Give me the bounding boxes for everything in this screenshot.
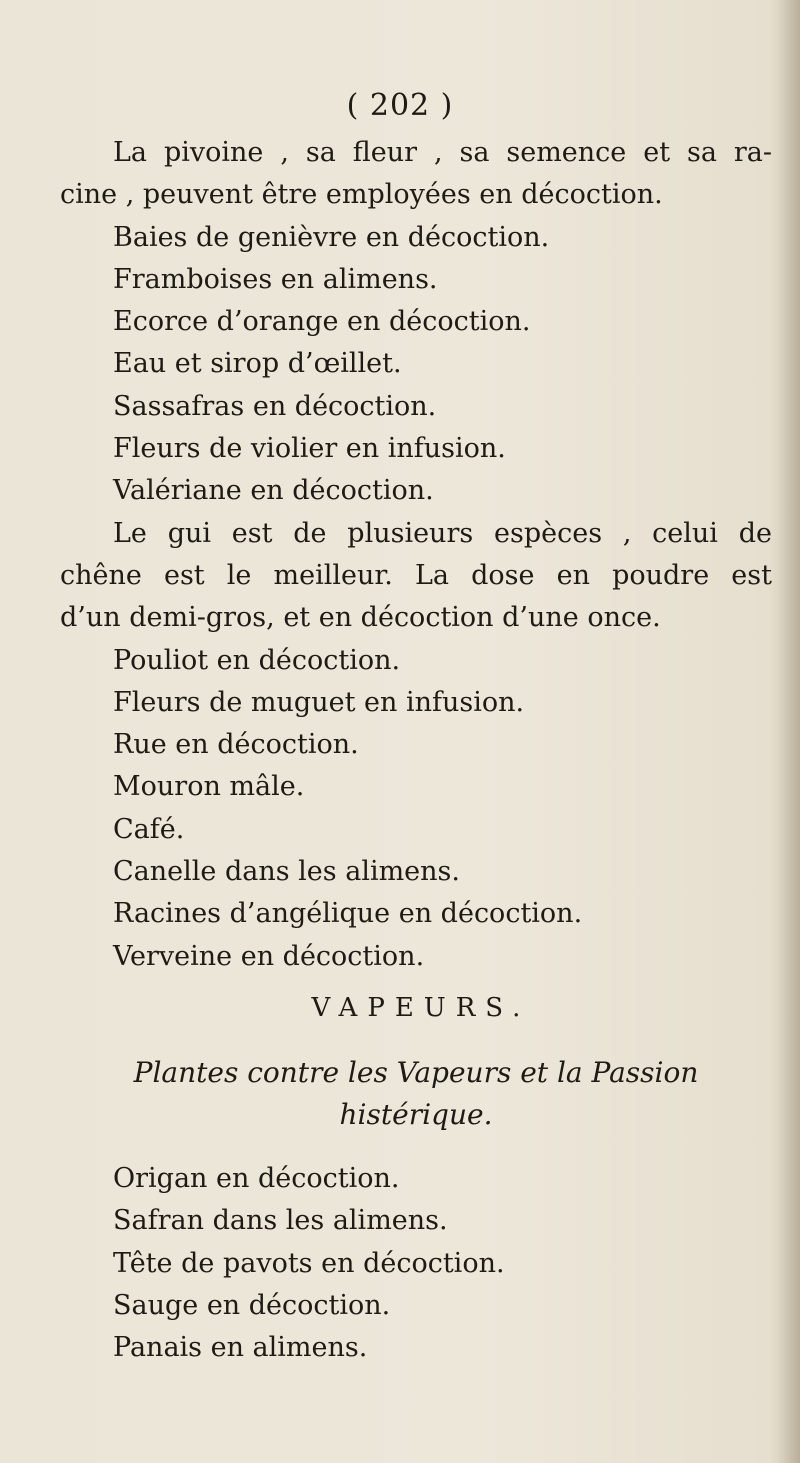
page-number: ( 202 ) [346,88,454,123]
remedy-entry: Rue en décoction. [113,729,359,761]
remedy-entry: Pouliot en décoction. [113,644,401,676]
remedy-entry: Verveine en décoction. [113,940,425,972]
remedy-entry: Framboises en alimens. [113,263,438,295]
remedy-entry: Baies de genièvre en décoction. [113,221,550,253]
paragraph-line: La pivoine , sa fleur , sa semence et sa ra- [113,137,772,168]
remedy-entry: Café. [113,813,185,845]
section-heading: VAPEURS. [311,992,531,1023]
section-subtitle [60,1038,772,1158]
paragraph-line: chêne est le meilleur. La dose en poudre est [60,559,772,591]
section-subtitle-line: histérique. [339,1097,493,1131]
paragraph-line: d’un demi-gros, et en décoction d’une once. [60,602,661,634]
remedy-entry: Safran dans les alimens. [113,1205,448,1237]
remedy-entry: Mouron mâle. [113,771,305,803]
remedy-entry: Tête de pavots en décoction. [113,1247,505,1279]
paragraph-line: cine , peuvent être employées en décoction. [60,179,663,211]
remedy-entry: Origan en décoction. [113,1162,400,1194]
remedy-entry: Panais en alimens. [113,1332,368,1364]
remedy-entry: Fleurs de muguet en infusion. [113,686,525,718]
remedy-entry: Ecorce d’orange en décoction. [113,306,531,338]
remedy-entry: Valériane en décoction. [113,475,434,507]
page-edge-shadow [778,0,800,1463]
remedy-entry: Canelle dans les alimens. [113,856,460,888]
remedy-entry: Fleurs de violier en infusion. [113,433,506,465]
remedy-entry: Sassafras en décoction. [113,390,437,422]
remedy-entry: Eau et sirop d’œillet. [113,348,402,380]
section-subtitle-line: Plantes contre les Vapeurs et la Passion [133,1055,699,1089]
paragraph-line: Le gui est de plusieurs espèces , celui de [113,517,772,549]
remedy-entry: Sauge en décoction. [113,1289,391,1321]
page-body [60,132,772,1369]
remedy-entry: Racines d’angélique en décoction. [113,898,583,930]
